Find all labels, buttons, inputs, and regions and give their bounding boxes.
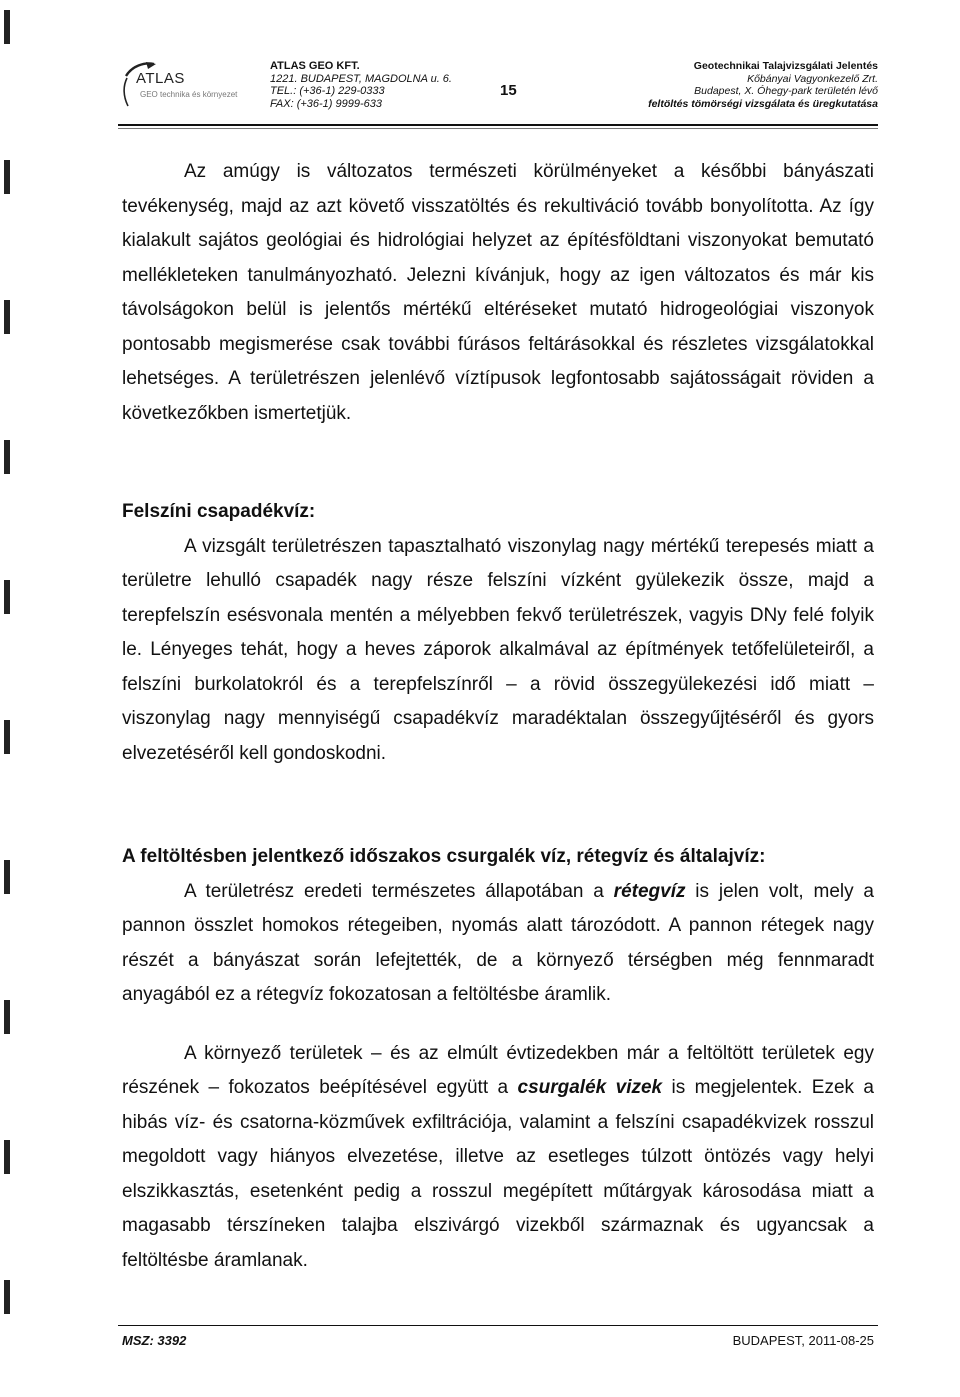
company-name: ATLAS GEO KFT.: [270, 60, 360, 72]
report-scope: feltöltés tömörségi vizsgálata és üregkutatása: [648, 97, 878, 110]
footer-divider: [118, 1325, 878, 1326]
report-info: [648, 60, 878, 110]
report-client: Kőbányai Vagyonkezelő Zrt.: [747, 72, 878, 85]
binding-mark: [4, 1280, 10, 1314]
company-fax: FAX: (+36-1) 9999-633: [270, 97, 382, 110]
report-location: Budapest, X. Óhegy-park területén lévő: [694, 85, 878, 97]
section-paragraph: [122, 1037, 874, 1279]
binding-mark: [4, 440, 10, 474]
company-logo: [118, 62, 268, 118]
section-heading: A feltöltésben jelentkező időszakos csurgalék víz, rétegvíz és általajvíz:: [122, 846, 766, 867]
text-run: is jelen volt, mely a pannon összlet homokos rétegeiben, nyomás alatt tározódott. A pannon rétegek nagy részét a bányászat során lefejtették, de a környező térségben még fennmaradt anyagából ez a rétegvíz fokozatosan a feltöltésbe áramlik.: [122, 880, 874, 1005]
emphasis-text: csurgalék vizek: [517, 1077, 663, 1098]
text-run: A környező területek – és az elmúlt évtizedekben már a feltöltött területek egy részének – fokozatos beépítésével együtt a: [122, 1042, 874, 1098]
binding-mark: [4, 1000, 10, 1034]
document-number: MSZ: 3392: [122, 1333, 187, 1348]
binding-mark: [4, 160, 10, 194]
logo-text: ATLAS: [136, 70, 185, 87]
place-date: BUDAPEST, 2011-08-25: [732, 1333, 874, 1348]
section-paragraph: A vizsgált területrészen tapasztalható viszonylag nagy mértékű terepesés miatt a területre lehulló csapadék nagy része felszíni vízként gyülekezik össze, majd a terepfelszín esésvonala mentén a mélyebben fekvő területrészek, vagyis DNy felé folyik le. Lényeges tehát, hogy a heves záporok alkalmával az építmények tetőfelületeiről, a felszíni burkolatokról és a terepfelszínről – a rövid összegyülekezési idő miatt – viszonylag nagy mennyiségű csapadékvíz maradéktalan összegyűjtéséről és gyors elvezetéséről kell gondoskodni.: [122, 535, 874, 764]
header-divider: [118, 124, 878, 126]
report-title: Geotechnikai Talajvizsgálati Jelentés: [693, 60, 878, 72]
binding-mark: [4, 580, 10, 614]
binding-mark: [4, 860, 10, 894]
company-info: [270, 60, 452, 110]
intro-section: [122, 155, 874, 431]
section-paragraph: [122, 875, 874, 1013]
logo-subtext: GEO technika és környezet: [140, 90, 238, 99]
header-divider-thin: [118, 128, 878, 129]
company-address: 1221. BUDAPEST, MAGDOLNA u. 6.: [270, 72, 452, 85]
surface-water-section: [122, 495, 874, 771]
text-run: A területrész eredeti természetes állapotában a: [184, 880, 614, 902]
section-heading: Felszíni csapadékvíz:: [122, 501, 316, 522]
binding-mark: [4, 10, 10, 44]
page-number: 15: [500, 82, 517, 99]
binding-mark: [4, 720, 10, 754]
binding-mark: [4, 1140, 10, 1174]
fill-water-section: [122, 840, 874, 1278]
intro-paragraph: Az amúgy is változatos természeti körülményeket a későbbi bányászati tevékenység, majd az azt követő visszatöltés és rekultiváció tovább bonyolította. Az így kialakult sajátos geológiai és hidrológiai helyzet az építésföldtani viszonyokat bemutató mellékleteken tanulmányozható. Jelezni kívánjuk, hogy az igen változatos és már kis távolságokon belül is jelentős mértékű eltéréseket mutató hidrogeológiai viszonyok pontosabb megismerése csak további fúrásos feltárásokkal és részletes vizsgálatokkal lehetséges. A területrészen jelenlévő víztípusok legfontosabb sajátosságait röviden a következőkben ismertetjük.: [122, 161, 874, 424]
binding-mark: [4, 300, 10, 334]
emphasis-text: rétegvíz: [613, 880, 686, 902]
page-header: [118, 60, 878, 122]
company-tel: TEL.: (+36-1) 229-0333: [270, 85, 385, 97]
text-run: is megjelentek. Ezek a hibás víz- és csatorna-közművek exfiltrációja, valamint a felszíni csapadékvizek rosszul megoldott vagy hiányos elvezetése, illetve az esetleges túlzott öntözés vagy helyi elszikkasztás, esetenként pedig a rosszul megépített műtárgyak károsodása miatt a magasabb térszíneken talajba elszivárgó vizekből származnak és ugyancsak a feltöltésbe áramlanak.: [122, 1077, 874, 1271]
